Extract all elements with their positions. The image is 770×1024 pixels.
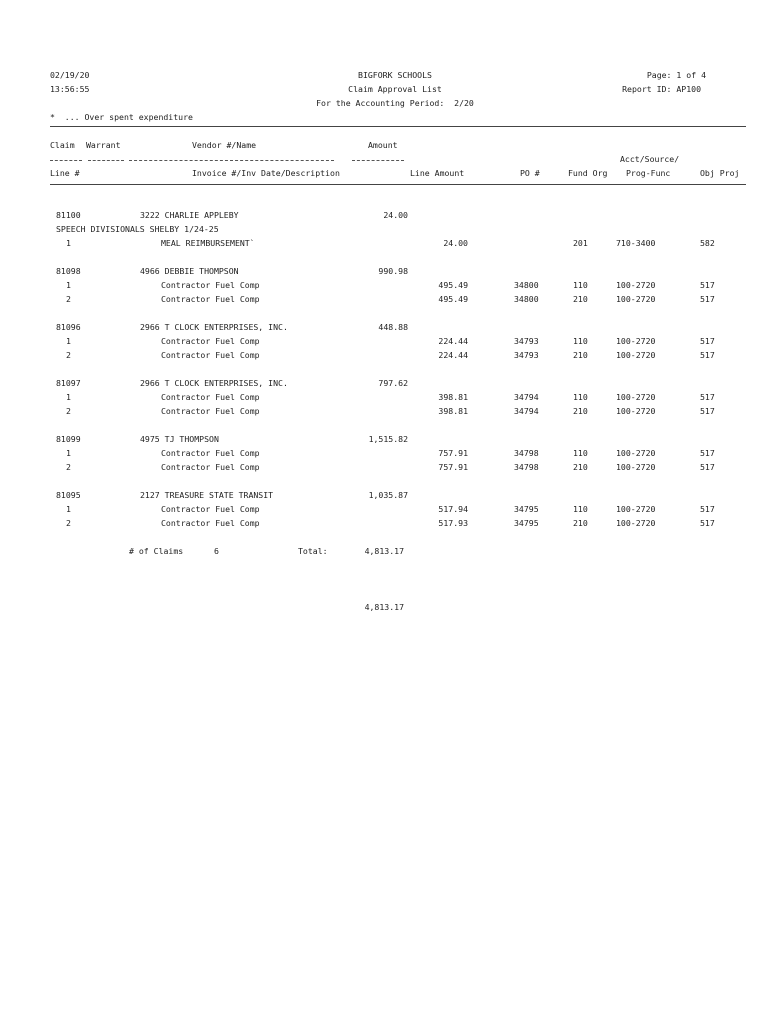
acct-prog-func: 100-2720 (616, 350, 656, 360)
vendor-name: 2127 TREASURE STATE TRANSIT (140, 490, 274, 500)
organization-name: BIGFORK SCHOOLS (358, 70, 432, 80)
claim-amount: 990.98 (378, 266, 408, 276)
col-vendor: Vendor #/Name (192, 140, 257, 150)
col-obj-proj: Obj Proj (700, 168, 740, 178)
obj-proj: 517 (700, 294, 715, 304)
line-number: 2 (66, 406, 71, 416)
line-description: Contractor Fuel Comp (161, 392, 260, 402)
line-description: Contractor Fuel Comp (161, 462, 260, 472)
obj-proj: 517 (700, 518, 715, 528)
line-description: Contractor Fuel Comp (161, 294, 260, 304)
acct-prog-func: 100-2720 (616, 518, 656, 528)
line-description: Contractor Fuel Comp (161, 518, 260, 528)
line-description: Contractor Fuel Comp (161, 448, 260, 458)
fund-org: 210 (573, 518, 588, 528)
acct-prog-func: 100-2720 (616, 294, 656, 304)
line-amount: 398.81 (438, 406, 468, 416)
po-number: 34798 (514, 448, 539, 458)
col-invoice: Invoice #/Inv Date/Description (192, 168, 340, 178)
acct-prog-func: 100-2720 (616, 336, 656, 346)
fund-org: 210 (573, 406, 588, 416)
line-number: 2 (66, 462, 71, 472)
line-amount: 398.81 (438, 392, 468, 402)
line-amount: 757.91 (438, 462, 468, 472)
col-line-amount: Line Amount (410, 168, 465, 178)
total-amount: 4,813.17 (364, 546, 404, 556)
line-description: Contractor Fuel Comp (161, 336, 260, 346)
obj-proj: 517 (700, 448, 715, 458)
line-number: 1 (66, 336, 71, 346)
fund-org: 110 (573, 392, 588, 402)
acct-prog-func: 100-2720 (616, 280, 656, 290)
line-amount: 517.93 (438, 518, 468, 528)
fund-org: 201 (573, 238, 588, 248)
accounting-period: For the Accounting Period: 2/20 (316, 98, 474, 108)
line-amount: 224.44 (438, 336, 468, 346)
claim-amount: 24.00 (383, 210, 408, 220)
line-description: Contractor Fuel Comp (161, 504, 260, 514)
line-amount: 495.49 (438, 280, 468, 290)
line-number: 1 (66, 280, 71, 290)
dash-amount (352, 160, 404, 161)
vendor-name: 3222 CHARLIE APPLEBY (140, 210, 239, 220)
header-rule-bottom (50, 184, 746, 185)
line-description: MEAL REIMBURSEMENT` (161, 238, 255, 248)
obj-proj: 517 (700, 336, 715, 346)
claim-amount: 448.88 (378, 322, 408, 332)
col-claim: Claim (50, 140, 75, 150)
line-number: 1 (66, 504, 71, 514)
acct-prog-func: 100-2720 (616, 392, 656, 402)
claim-amount: 797.62 (378, 378, 408, 388)
col-fund-org: Fund Org (568, 168, 608, 178)
claim-number: 81100 (56, 210, 81, 220)
line-amount: 495.49 (438, 294, 468, 304)
header-rule-top (50, 126, 746, 127)
po-number: 34793 (514, 336, 539, 346)
po-number: 34794 (514, 392, 539, 402)
acct-prog-func: 100-2720 (616, 462, 656, 472)
dash-claim (50, 160, 82, 161)
grand-total: 4,813.17 (364, 602, 404, 612)
col-acct-source: Acct/Source/ (620, 154, 680, 164)
fund-org: 110 (573, 336, 588, 346)
claim-amount: 1,035.87 (368, 490, 408, 500)
obj-proj: 517 (700, 350, 715, 360)
line-number: 1 (66, 238, 71, 248)
fund-org: 210 (573, 462, 588, 472)
line-amount: 517.94 (438, 504, 468, 514)
po-number: 34795 (514, 504, 539, 514)
line-description: Contractor Fuel Comp (161, 280, 260, 290)
obj-proj: 582 (700, 238, 715, 248)
dash-warrant (88, 160, 124, 161)
col-amount: Amount (368, 140, 398, 150)
vendor-name: 4975 TJ THOMPSON (140, 434, 219, 444)
report-id: Report ID: AP100 (622, 84, 701, 94)
fund-org: 110 (573, 280, 588, 290)
report-time: 13:56:55 (50, 84, 90, 94)
vendor-name: 2966 T CLOCK ENTERPRISES, INC. (140, 378, 288, 388)
po-number: 34793 (514, 350, 539, 360)
invoice-description: SPEECH DIVISIONALS SHELBY 1/24-25 (56, 224, 219, 234)
po-number: 34794 (514, 406, 539, 416)
obj-proj: 517 (700, 280, 715, 290)
line-description: Contractor Fuel Comp (161, 350, 260, 360)
line-amount: 24.00 (443, 238, 468, 248)
fund-org: 210 (573, 294, 588, 304)
line-number: 2 (66, 294, 71, 304)
fund-org: 110 (573, 504, 588, 514)
report-date: 02/19/20 (50, 70, 90, 80)
col-line: Line # (50, 168, 80, 178)
claim-number: 81097 (56, 378, 81, 388)
line-amount: 757.91 (438, 448, 468, 458)
po-number: 34798 (514, 462, 539, 472)
obj-proj: 517 (700, 504, 715, 514)
line-amount: 224.44 (438, 350, 468, 360)
col-warrant: Warrant (86, 140, 121, 150)
vendor-name: 2966 T CLOCK ENTERPRISES, INC. (140, 322, 288, 332)
fund-org: 210 (573, 350, 588, 360)
obj-proj: 517 (700, 462, 715, 472)
acct-prog-func: 100-2720 (616, 504, 656, 514)
acct-prog-func: 100-2720 (616, 406, 656, 416)
acct-prog-func: 710-3400 (616, 238, 656, 248)
claims-count-label: # of Claims (129, 546, 184, 556)
line-number: 1 (66, 448, 71, 458)
overspent-note: * ... Over spent expenditure (50, 112, 193, 122)
po-number: 34795 (514, 518, 539, 528)
obj-proj: 517 (700, 392, 715, 402)
vendor-name: 4966 DEBBIE THOMPSON (140, 266, 239, 276)
line-number: 1 (66, 392, 71, 402)
acct-prog-func: 100-2720 (616, 448, 656, 458)
claim-number: 81099 (56, 434, 81, 444)
claim-number: 81098 (56, 266, 81, 276)
col-prog-func: Prog-Func (626, 168, 671, 178)
po-number: 34800 (514, 294, 539, 304)
report-title: Claim Approval List (348, 84, 442, 94)
fund-org: 110 (573, 448, 588, 458)
line-number: 2 (66, 350, 71, 360)
po-number: 34800 (514, 280, 539, 290)
line-description: Contractor Fuel Comp (161, 406, 260, 416)
claim-number: 81096 (56, 322, 81, 332)
claim-number: 81095 (56, 490, 81, 500)
line-number: 2 (66, 518, 71, 528)
col-po: PO # (520, 168, 540, 178)
dash-vendor (129, 160, 334, 161)
claim-amount: 1,515.82 (368, 434, 408, 444)
total-label: Total: (298, 546, 328, 556)
claims-count: 6 (214, 546, 219, 556)
obj-proj: 517 (700, 406, 715, 416)
page-number: Page: 1 of 4 (646, 70, 706, 80)
